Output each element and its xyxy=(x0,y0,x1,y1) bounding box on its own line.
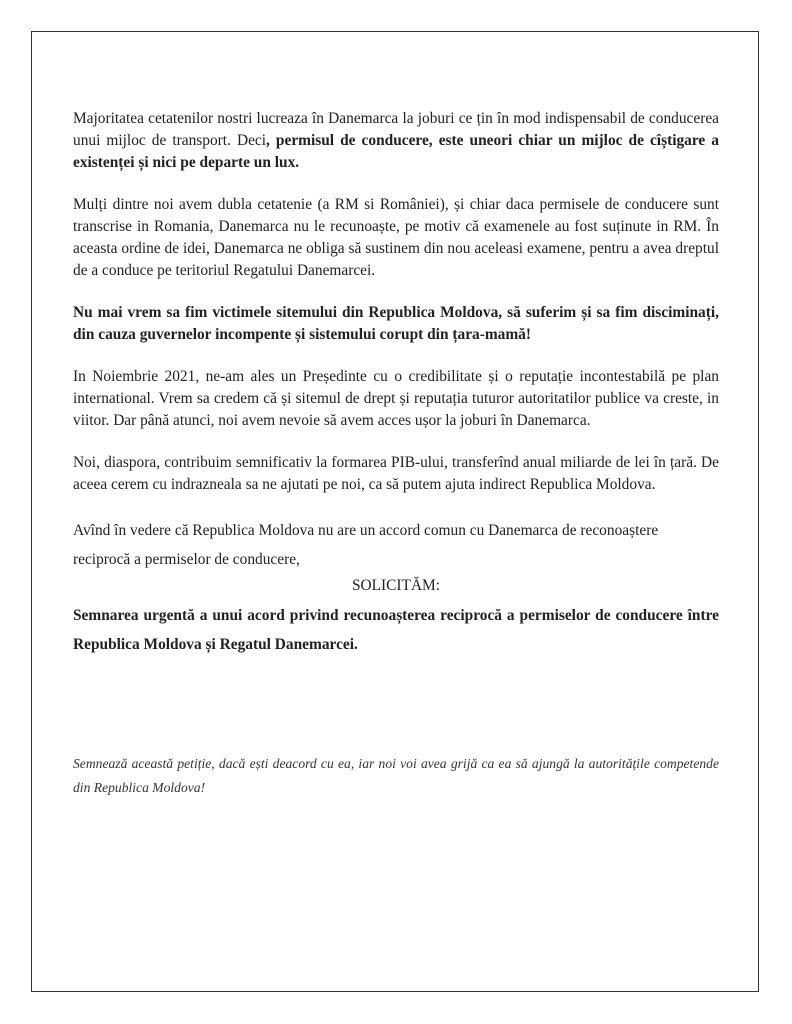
paragraph-diaspora: Noi, diaspora, contribuim semnificativ la formarea PIB-ului, transferînd anual miliarde de lei în țară. De aceea cerem cu indrazneala sa ne ajutati pe noi, ca să putem ajuta indirect Republica Moldova. xyxy=(73,454,719,493)
paragraph-no-agreement: Avînd în vedere că Republica Moldova nu are un accord comun cu Danemarca de reconoaștere reciprocă a permiselor de conducere, xyxy=(73,522,659,568)
paragraph-transport-jobs-bold: , permisul de conducere, este uneori chiar un mijloc de cîștigare a existenței și nici pe departe un lux. xyxy=(73,132,719,171)
request-heading: SOLICITĂM: xyxy=(351,577,441,594)
paragraph-president: In Noiembrie 2021, ne-am ales un Președinte cu o credibilitate și o reputație incontestabilă pe plan international. Vrem sa credem că și sitemul de drept și reputația tuturor autoritatilor publice va creste, in viitor. Dar până atunci, noi avem nevoie să avem acces ușor la joburi în Danemarca. xyxy=(73,368,719,429)
document-body xyxy=(73,108,719,659)
paragraph-transport-jobs xyxy=(73,108,719,174)
paragraph-dual-citizenship: Mulți dintre noi avem dubla cetatenie (a RM si României), și chiar daca permisele de conducere sunt transcrise in Romania, Danemarca nu le recunoaște, pe motiv că examenele au fost suținute in RM. În aceasta ordine de idei, Danemarca ne obliga să sustinem din nou aceleasi examene, pentru a avea dreptul de a conduce pe teritoriul Regatului Danemarcei. xyxy=(73,196,719,279)
petition-footer: Semnează această petiție, dacă ești deacord cu ea, iar noi voi avea grijă ca ea să ajungă la autoritățile competende din Republica Moldova! xyxy=(73,756,719,795)
request-text: Semnarea urgentă a unui acord privind recunoașterea reciprocă a permiselor de conducere între Republica Moldova și Regatul Danemarcei. xyxy=(73,607,719,653)
paragraph-victims: Nu mai vrem sa fim victimele sitemului din Republica Moldova, să suferim și sa fim disciminați, din cauza guvernelor incompente și sistemului corupt din țara-mamă! xyxy=(73,304,719,343)
paragraph-transport-jobs-text: Majoritatea cetatenilor nostri lucreaza în Danemarca la joburi ce țin în mod indispensabil de conducerea unui mijloc de transport. Deci xyxy=(73,110,719,149)
